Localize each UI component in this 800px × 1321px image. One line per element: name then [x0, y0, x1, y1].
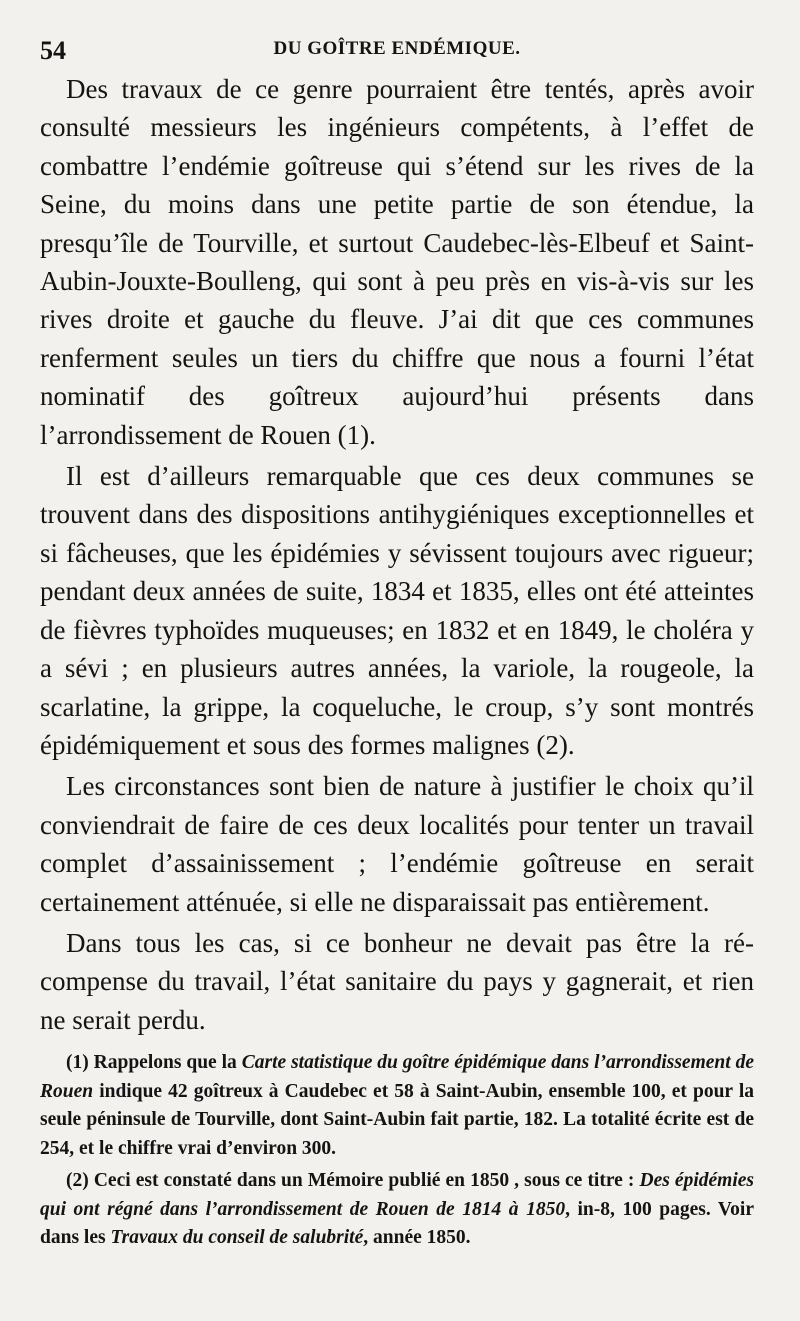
paragraph: Il est d’ailleurs remarquable que ces deux communes se trouvent dans des dispositions antihygiéniques exceptionnelles et si fâcheuses, que les épidémies y sévissent toujours avec rigueur; pendant deux années de suite, 1834 et 1835, elles ont été atteintes de fièvres typhoïdes muqueuses; en 1832 et en 1849, le choléra y a sévi ; en plusieurs autres années, la variole, la rougeole, la scarlatine, la grippe, la coqueluche, le croup, s’y sont montrés épidémiquement et sous des formes malignes (2).: [40, 461, 754, 760]
page-header: [40, 30, 754, 70]
paragraph: Les circonstances sont bien de nature à justifier le choix qu’il conviendrait de faire de ces deux localités pour tenter un travail complet d’assainissement ; l’endémie goîtreuse en serait certainement atténuée, si elle ne disparaissait pas entièrement.: [40, 771, 754, 917]
paragraph: Des travaux de ce genre pourraient être tentés, après avoir consulté messieurs les ingénieurs compétents, à l’effet de combattre l’endémie goîtreuse qui s’étend sur les rives de la Seine, du moins dans une petite partie de son étendue, la presqu’île de Tourville, et surtout Caudebec-lès-Elbeuf et Saint-Aubin-Jouxte-Boulleng, qui sont à peu près en vis-à-vis sur les rives droite et gauche du fleuve. J’ai dit que ces communes renferment seules un tiers du chiffre que nous a fourni l’état nominatif des goîtreux aujourd’hui présents dans l’arrondissement de Rouen (1).: [40, 74, 754, 450]
footnote-text: (1) Rappelons que la: [66, 1052, 242, 1074]
paragraph: Dans tous les cas, si ce bonheur ne devait pas être la récompense du travail, l’état sanitaire du pays y gagnerait, et rien ne serait perdu.: [40, 927, 754, 1035]
running-title: DU GOÎTRE ENDÉMIQUE.: [273, 38, 521, 59]
footnote-1: [40, 1049, 754, 1163]
footnote-italic-title: Carte statistique du goître épidémique dans l’arrondissement de Rouen: [40, 1052, 754, 1102]
footnote-text: indique 42 goîtreux à Caudebec et 58 à Saint-Aubin, ensemble 100, et pour la seule péninsule de Tourville, dont Saint-Aubin fait partie, 182. La totalité écrite est de 254, et le chiffre vrai d’environ 300.: [40, 1080, 754, 1159]
footnote-text: (2) Ceci est constaté dans un Mémoire publié en 1850 , sous ce titre :: [66, 1170, 640, 1192]
footnote-text: , année 1850.: [363, 1227, 471, 1249]
footnote-italic-title: Des épidémies qui ont régné dans l’arrondissement de Rouen de 1814 à 1850: [40, 1170, 754, 1220]
footnotes: [40, 1049, 754, 1253]
footnote-italic-title: Travaux du conseil de salubrité: [110, 1227, 364, 1249]
footnote-2: [40, 1167, 754, 1253]
body-text: [40, 70, 754, 1039]
page-number: 54: [40, 36, 66, 65]
footnote-text: , in-8, 100 pages. Voir dans les: [40, 1198, 755, 1249]
